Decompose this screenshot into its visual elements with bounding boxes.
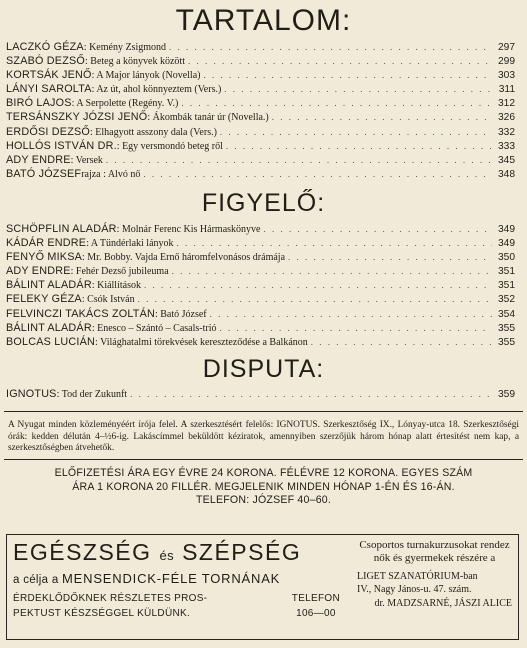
toc-page: 312 xyxy=(498,98,515,110)
toc-leader xyxy=(272,110,492,124)
toc-entry[interactable] xyxy=(6,125,515,139)
toc-title: : Beteg a könyvek között xyxy=(85,56,185,68)
toc-title: : Enesco – Szántó – Casals-trió xyxy=(91,322,217,334)
ad-title-conj: és xyxy=(159,548,175,563)
advertisement-subtitle xyxy=(13,571,348,586)
toc-page: 350 xyxy=(498,252,515,264)
toc-entry[interactable] xyxy=(6,236,515,250)
toc-author: KÁDÁR ENDRE xyxy=(6,237,87,250)
toc-title: : Molnár Ferenc Kis Hármaskönyve xyxy=(116,223,261,235)
toc-page: 311 xyxy=(498,84,515,96)
toc-author: FELVINCZI TAKÁCS ZOLTÁN xyxy=(6,307,155,320)
ad-info-line: PEKTUST KÉSZSÉGGEL KÜLDÜNK. xyxy=(13,608,191,619)
toc-title: : Kiállítások xyxy=(91,280,141,292)
toc-title: : A Serpolette (Regény. V.) xyxy=(71,98,179,110)
toc-author: TERSÁNSZKY JÓZSI JENŐ xyxy=(6,111,148,124)
toc-leader xyxy=(177,236,492,250)
toc-title: rajza : Alvó nő xyxy=(81,168,141,180)
divider xyxy=(4,459,523,460)
toc-entry[interactable] xyxy=(6,307,515,321)
toc-title: : Az út, ahol könnyeztem (Vers.) xyxy=(91,84,222,96)
toc-page: 359 xyxy=(498,388,515,400)
toc-title: : Egy versmondó beteg ről xyxy=(116,140,223,152)
toc-author: FENYŐ MIKSA xyxy=(6,251,82,264)
ad-side-address: IV., Nagy János-u. 47. szám. xyxy=(357,583,472,595)
editorial-note: A Nyugat minden közleményéért írója felel. A szerkesztésért felelős: IGNOTUS. Szerkesztőség IX., Lónyay-utca 18. Szerkesztőségi órák: kedden délután 4–½6-ig. Lakáscímmel beküldött kéziratok, amennyiben szerzőjük három hónap alatt értesítést nem kap, a szerkesztőségben átvehetők. xyxy=(8,419,519,454)
toc-leader xyxy=(106,153,492,167)
toc-page: 326 xyxy=(498,112,515,124)
ad-telephone xyxy=(292,591,340,621)
toc-page: 355 xyxy=(498,322,515,334)
toc-entry[interactable] xyxy=(6,222,515,236)
toc-page: 351 xyxy=(498,266,515,278)
subscription-line: TELEFON: JÓZSEF 40–60. xyxy=(195,494,332,507)
toc-entry[interactable] xyxy=(6,250,515,264)
toc-author: LÁNYI SAROLTA xyxy=(6,83,92,96)
toc-leader xyxy=(143,167,492,181)
toc-page: 349 xyxy=(498,223,515,235)
toc-leader xyxy=(263,222,492,236)
toc-entry[interactable] xyxy=(6,139,515,153)
toc-leader xyxy=(224,82,492,96)
toc-entry[interactable] xyxy=(6,54,515,68)
toc-entry[interactable] xyxy=(6,321,515,335)
toc-leader xyxy=(172,264,492,278)
toc-author: SCHÖPFLIN ALADÁR xyxy=(6,222,117,235)
contents-list xyxy=(6,40,515,181)
toc-title: : Világhatalmi törekvések kereszteződése a Balkánon xyxy=(95,336,308,348)
ad-title-part: SZÉPSÉG xyxy=(182,539,302,565)
subscription-info xyxy=(8,467,519,507)
toc-entry[interactable] xyxy=(6,82,515,96)
dispute-list xyxy=(6,387,515,401)
dispute-heading: DISPUTA: xyxy=(202,354,325,383)
toc-page: 352 xyxy=(498,294,515,306)
toc-page: 355 xyxy=(498,336,515,348)
toc-entry[interactable] xyxy=(6,110,515,124)
toc-entry[interactable] xyxy=(6,387,515,401)
toc-entry[interactable] xyxy=(6,68,515,82)
toc-author: FELEKY GÉZA xyxy=(6,293,82,306)
ad-side-lead: Csoportos turnakurzusokat rendez nők és gyermekek részére a xyxy=(359,539,510,564)
toc-page: 332 xyxy=(498,126,515,138)
toc-author: BÁLINT ALADÁR xyxy=(6,279,92,292)
ad-sub-main: MENSENDICK-FÉLE TORNÁNAK xyxy=(62,571,281,586)
divider xyxy=(4,411,523,412)
toc-entry[interactable] xyxy=(6,264,515,278)
toc-author: BÁLINT ALADÁR xyxy=(6,321,92,334)
ad-info-line: ÉRDEKLŐDŐKNEK RÉSZLETES PROS- xyxy=(13,593,208,604)
toc-title: : A Major lányok (Novella) xyxy=(91,70,201,82)
ad-tel-label: TELEFON xyxy=(291,593,340,604)
toc-page: 299 xyxy=(498,56,515,68)
ad-side-signature: dr. MADZSARNÉ, JÁSZI ALICE xyxy=(374,598,512,610)
toc-leader xyxy=(203,68,492,82)
toc-page: 345 xyxy=(498,154,515,166)
toc-title: : Tod der Zukunft xyxy=(56,388,128,400)
toc-entry[interactable] xyxy=(6,40,515,54)
toc-title: : Versek xyxy=(70,154,103,166)
toc-leader xyxy=(188,54,492,68)
toc-author: SZABÓ DEZSŐ xyxy=(6,55,85,68)
toc-page: 303 xyxy=(498,70,515,82)
toc-leader xyxy=(130,387,492,401)
toc-leader xyxy=(220,321,492,335)
toc-leader xyxy=(181,96,492,110)
ad-side-address: LIGET SZANATÓRIUM-ban xyxy=(357,571,478,582)
toc-author: BIRÓ LAJOS xyxy=(6,97,72,110)
toc-title: : Fehér Dezső jubileuma xyxy=(70,266,169,278)
ad-title-part: EGÉSZSÉG xyxy=(13,539,152,565)
toc-title: : A Tündérlaki lányok xyxy=(86,238,174,250)
toc-entry[interactable] xyxy=(6,292,515,306)
toc-entry[interactable] xyxy=(6,335,515,349)
ad-tel-number: 106—00 xyxy=(296,608,336,619)
advertisement-title xyxy=(13,539,348,569)
advertisement-info xyxy=(13,591,348,621)
toc-title: : Kemény Zsigmond xyxy=(83,42,167,53)
toc-leader xyxy=(210,307,492,321)
toc-page: 348 xyxy=(498,168,515,180)
observer-list xyxy=(6,222,515,349)
toc-leader xyxy=(220,125,492,139)
advertisement-box xyxy=(6,534,519,640)
toc-author: BOLCAS LUCIÁN xyxy=(6,335,96,348)
toc-page: 351 xyxy=(498,280,515,292)
toc-title: : Bató József xyxy=(154,308,207,320)
toc-leader xyxy=(138,292,492,306)
toc-author: HOLLÓS ISTVÁN DR. xyxy=(6,139,117,152)
toc-title: : Csók István xyxy=(81,294,135,306)
toc-author: ADY ENDRE xyxy=(6,153,71,166)
advertisement-main xyxy=(13,539,348,621)
contents-heading: TARTALOM: xyxy=(175,4,352,37)
ad-sub-pre: a célja a xyxy=(13,574,59,586)
subscription-line: ELŐFIZETÉSI ÁRA EGY ÉVRE 24 KORONA. FÉLÉVRE 12 KORONA. EGYES SZÁM xyxy=(54,467,473,480)
toc-leader xyxy=(169,40,492,54)
toc-entry[interactable] xyxy=(6,96,515,110)
toc-author: ADY ENDRE xyxy=(6,265,71,278)
toc-page: 349 xyxy=(498,238,515,250)
toc-entry[interactable] xyxy=(6,167,515,181)
toc-leader xyxy=(144,278,492,292)
toc-entry[interactable] xyxy=(6,153,515,167)
toc-author: LACZKÓ GÉZA xyxy=(6,41,84,53)
toc-author: ERDŐSI DEZSŐ xyxy=(6,125,90,138)
subscription-line: ÁRA 1 KORONA 20 FILLÉR. MEGJELENIK MINDEN HÓNAP 1-ÉN ÉS 16-ÁN. xyxy=(72,480,455,493)
toc-page: 297 xyxy=(498,42,515,53)
toc-entry[interactable] xyxy=(6,278,515,292)
toc-leader xyxy=(226,139,492,153)
toc-title: : Ákombák tanár úr (Novella.) xyxy=(147,112,269,124)
toc-leader xyxy=(311,335,492,349)
toc-title: : Mr. Bobby. Vajda Ernő háromfelvonásos drámája xyxy=(82,252,286,264)
observer-heading: FIGYELŐ: xyxy=(201,188,326,217)
toc-author: IGNOTUS xyxy=(6,387,57,400)
toc-page: 354 xyxy=(498,308,515,320)
toc-author: KORTSÁK JENŐ xyxy=(6,69,92,82)
toc-leader xyxy=(288,250,492,264)
toc-author: BATÓ JÓZSEF xyxy=(6,167,82,180)
toc-page: 333 xyxy=(498,140,515,152)
advertisement-side xyxy=(357,539,512,611)
toc-title: : Elhagyott asszony dala (Vers.) xyxy=(90,126,217,138)
